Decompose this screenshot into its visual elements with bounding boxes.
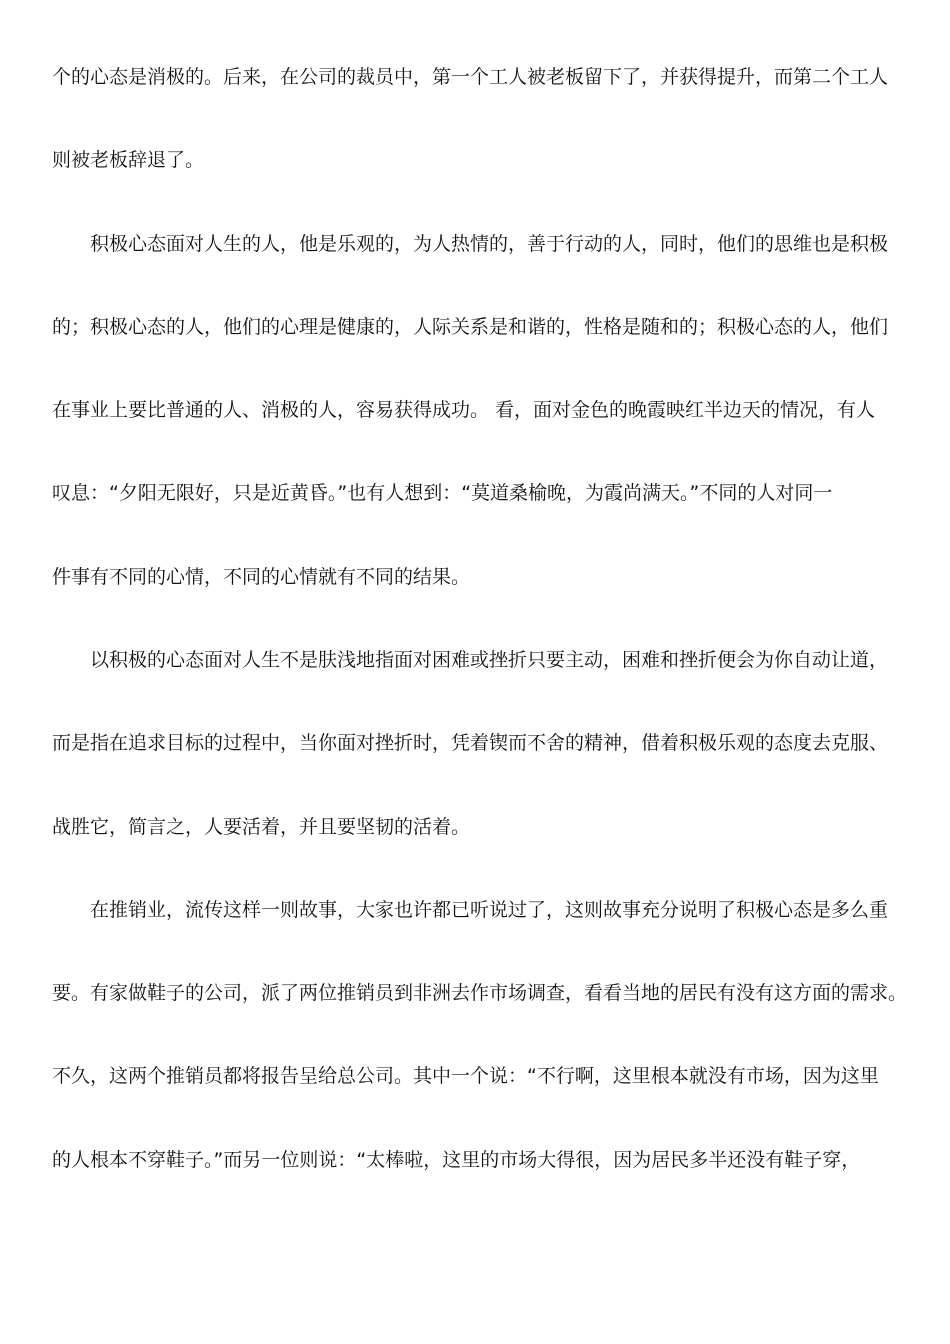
text-line: 的；积极心态的人，他们的心理是健康的，人际关系是和谐的，性格是随和的；积极心态的人，他们 (52, 316, 889, 338)
text-line: 件事有不同的心情，不同的心情就有不同的结果。 (52, 566, 471, 588)
text-line: 叹息：“夕阳无限好，只是近黄昏。”也有人想到：“莫道桑榆晚，为霞尚满天。”不同的人对同一 (52, 482, 833, 504)
paragraph-start-line: 在推销业，流传这样一则故事，大家也许都已听说过了，这则故事充分说明了积极心态是多么重 (90, 899, 889, 921)
text-line: 要。有家做鞋子的公司，派了两位推销员到非洲去作市场调查，看看当地的居民有没有这方面的需求。 (52, 982, 908, 1004)
text-line: 战胜它，简言之，人要活着，并且要坚韧的活着。 (52, 816, 471, 838)
text-line: 而是指在追求目标的过程中，当你面对挫折时，凭着锲而不舍的精神，借着积极乐观的态度去克服、 (52, 732, 889, 754)
text-line: 在事业上要比普通的人、消极的人，容易获得成功。 看，面对金色的晚霞映红半边天的情况，有人 (52, 399, 876, 421)
paragraph-start-line: 以积极的心态面对人生不是肤浅地指面对困难或挫折只要主动，困难和挫折便会为你自动让道， (90, 649, 889, 671)
text-line: 不久，这两个推销员都将报告呈给总公司。其中一个说：“不行啊，这里根本就没有市场，因为这里 (52, 1065, 879, 1087)
text-line: 个的心态是消极的。后来，在公司的裁员中，第一个工人被老板留下了，并获得提升，而第二个工人 (52, 66, 889, 88)
text-line: 的人根本不穿鞋子。”而另一位则说：“太棒啦，这里的市场大得很，因为居民多半还没有鞋子穿， (52, 1149, 861, 1171)
paragraph-start-line: 积极心态面对人生的人，他是乐观的，为人热情的，善于行动的人，同时，他们的思维也是积极 (90, 233, 889, 255)
text-line: 则被老板辞退了。 (52, 149, 205, 171)
